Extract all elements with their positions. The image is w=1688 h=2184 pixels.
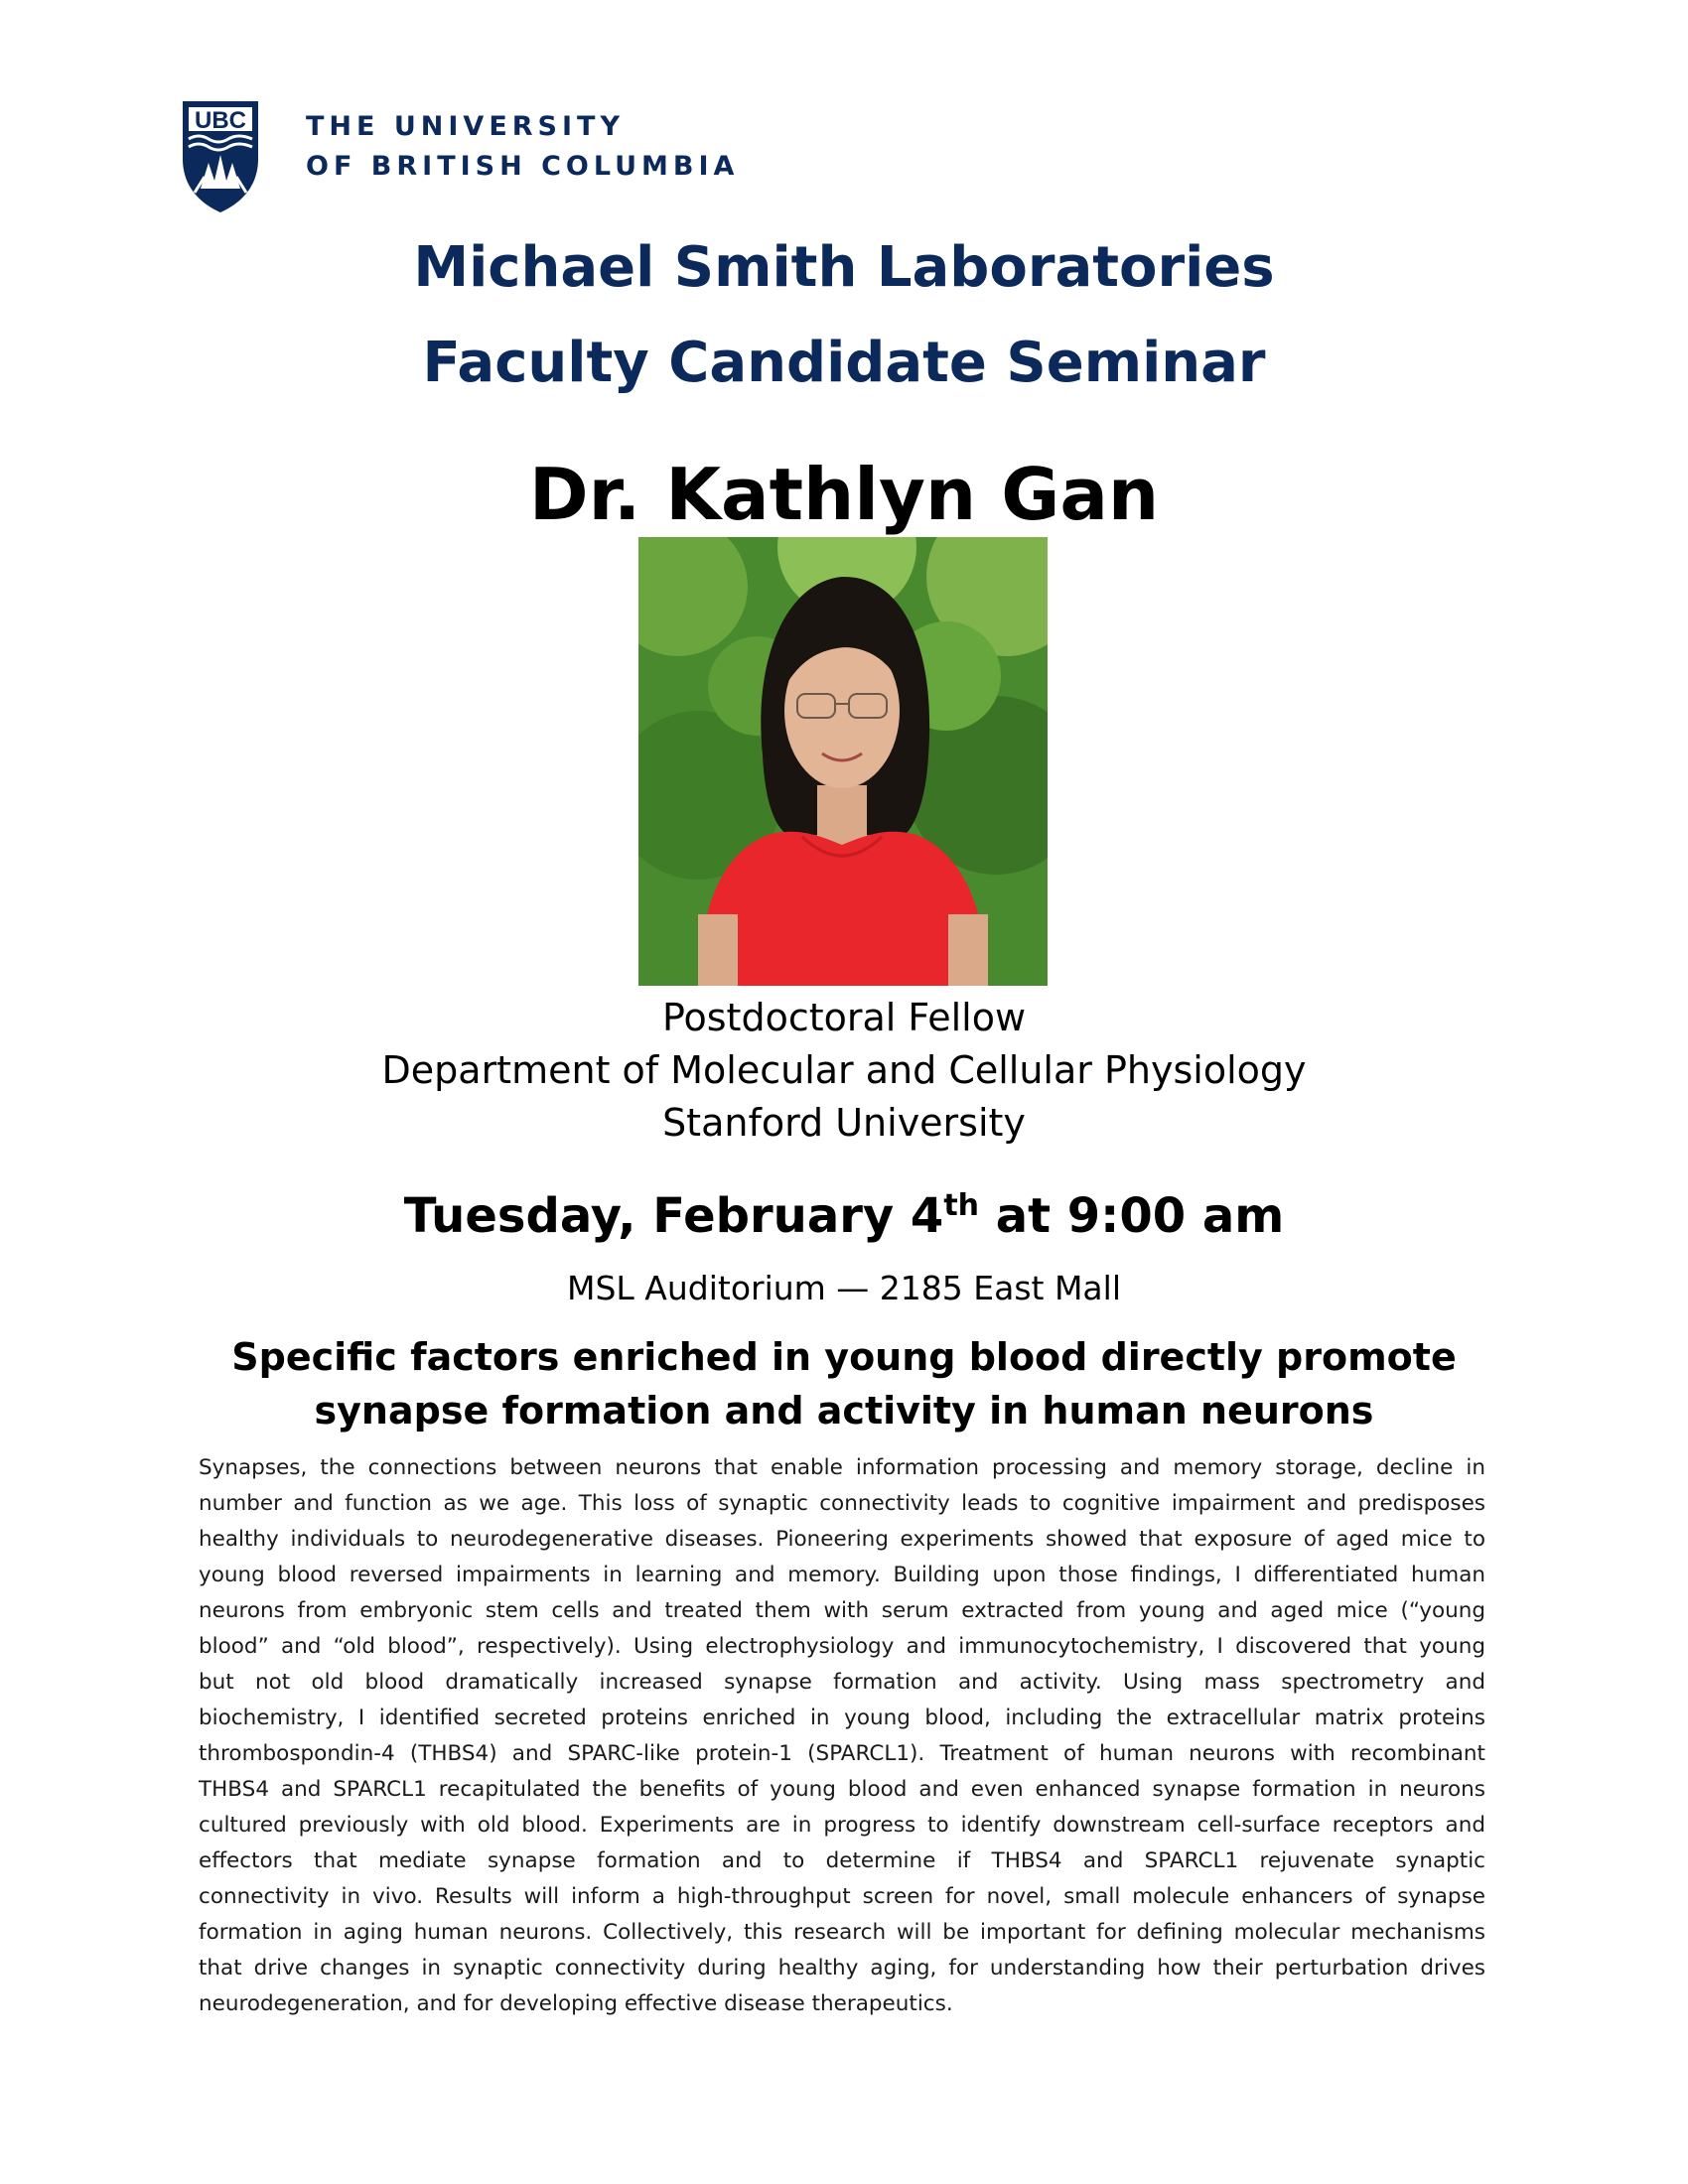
abstract-line: healthy individuals to neurodegenerative diseases. Pioneering experiments showed that exposure of aged mice to [199,1527,1485,1552]
speaker-affiliation [0,992,1688,1150]
portrait-photo-icon [638,537,1048,986]
seminar-location: MSL Auditorium — 2185 East Mall [566,1269,1121,1307]
abstract-line: effectors that mediate synapse formation and to determine if THBS4 and SPARCL1 rejuvenate synaptic [199,1848,1485,1873]
abstract-line: neurons from embryonic stem cells and treated them with serum extracted from young and aged mice (“young [199,1598,1485,1623]
organization-title: Michael Smith Laboratories [413,235,1275,300]
speaker-department: Department of Molecular and Cellular Physiology [381,1048,1307,1092]
speaker-name: Dr. Kathlyn Gan [528,453,1160,536]
ubc-shield-logo [179,97,262,216]
ubc-logo-text: UBC [195,107,246,134]
date-ordinal-suffix: th [943,1188,980,1223]
abstract-line: THBS4 and SPARCL1 recapitulated the benefits of young blood and even enhanced synapse formation in neurons [199,1777,1485,1802]
seminar-time: at 9:00 am [979,1188,1285,1244]
abstract-line: blood” and “old blood”, respectively). Using electrophysiology and immunocytochemistry, I discovered that young [199,1634,1485,1659]
talk-title-line-1: Specific factors enriched in young blood directly promote [231,1335,1457,1379]
talk-title [0,1330,1688,1437]
abstract [199,1450,1485,2022]
abstract-line: Synapses, the connections between neurons that enable information processing and memory storage, decline in [199,1455,1485,1480]
seminar-series-title: Faculty Candidate Seminar [422,331,1266,395]
abstract-line: that drive changes in synaptic connectivity during healthy aging, for understanding how their perturbation drives [199,1956,1485,1980]
abstract-line: connectivity in vivo. Results will inform a high-throughput screen for novel, small molecule enhancers of synapse [199,1884,1485,1909]
abstract-line: number and function as we age. This loss of synaptic connectivity leads to cognitive impairment and predisposes [199,1491,1485,1516]
abstract-line: formation in aging human neurons. Collectively, this research will be important for defining molecular mechanisms [199,1920,1485,1945]
seminar-date: Tuesday, February 4 [403,1188,944,1244]
abstract-line: thrombospondin-4 (THBS4) and SPARC-like protein-1 (SPARCL1). Treatment of human neurons with recombinant [199,1741,1485,1766]
seminar-date-time [0,1183,1688,1249]
header [179,97,739,220]
abstract-line: biochemistry, I identified secreted proteins enriched in young blood, including the extracellular matrix proteins [199,1706,1485,1730]
abstract-line: neurodegeneration, and for developing effective disease therapeutics. [199,1991,953,2016]
university-name-line-1: THE UNIVERSITY [306,111,626,142]
speaker-position: Postdoctoral Fellow [661,996,1027,1039]
speaker-institution: Stanford University [662,1101,1026,1145]
speaker-photo [638,537,1048,986]
abstract-line: cultured previously with old blood. Experiments are in progress to identify downstream cell-surface receptors and [199,1813,1485,1838]
event-titles [0,220,1688,411]
abstract-line: young blood reversed impairments in learning and memory. Building upon those findings, I differentiated human [199,1563,1485,1587]
talk-title-line-2: synapse formation and activity in human neurons [314,1389,1374,1433]
abstract-line: but not old blood dramatically increased synapse formation and activity. Using mass spectrometry and [199,1670,1485,1695]
university-name-line-2: OF BRITISH COLUMBIA [306,151,740,182]
university-name [306,107,739,187]
